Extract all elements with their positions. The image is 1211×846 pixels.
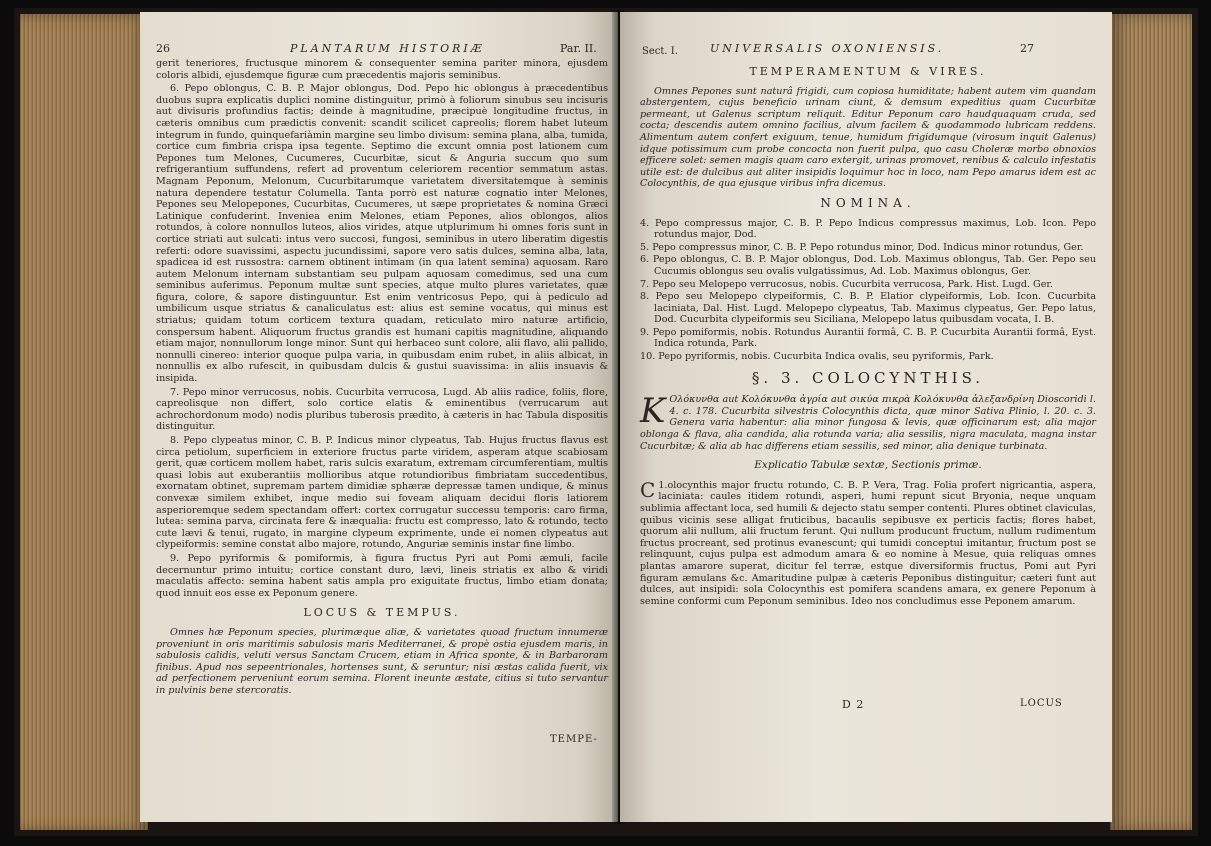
explicatio-text: olocynthis major fructu rotundo, C. B. P. Vera, Trag. Folia profert nigricantia, aspera, laciniata: caules itidem rotundi, asperi, humi repunt sicut Bryonia, neque unquam sublimia affectant loca, sed humili & dejecto statu semper contenti. Plures obtinet claviculas, quibus vicinis sese alligat fruticibus, bacaulis sepibusve ex perticis factis; flores habet, quorum alii nullum, alii fructum ferunt. Qui nullum producunt fructum, nullum rudimentum fructus procreant, sed protinus evanescunt; qui tumidi conceptui imitantur, fructum post se relinquunt, cujus pulpa est admodum amara & eo nomine à Mesue, quia reliquas omnes plantas amarore superat, dicitur fel terræ, estque diversiformis fructus, Pomi aut Pyri figuram æmulans &c. Amaritudine pulpæ à cæteris Peponibus distinguitur; cæteri funt aut dulces, aut insipidi: sola Colocynthis est pomifera scandens amara, ex genere Peponum à semine conformi cum Peponum seminibus. Ideo nos concludimus esse Peponem amarum. [640, 479, 1096, 607]
right-page-body [640, 64, 1096, 609]
colocynthis-intro-text: Ολόκυνθα aut Κολόκυνθα ἀγρία aut σικύα πικρὰ Κολόκυνθα ἀλεξανδρίνη Dioscoridi l. 4. c. 178. Cucurbita silvestris Colocynthis dicta, quæ minor Sativa Plinio, l. 20. c. 3. Genera varia habentur: alia minor fungosa & levis, quæ officinarum est; alia major oblonga & flava, alia candida, alia rotunda varia; alia sessilis, nigra maculata, magna instar Cucurbitæ; & alia ab hac differens etiam sessilis, sed minor, alia denique turbinata. [640, 394, 1096, 452]
running-head-right: UNIVERSALIS OXONIENSIS. [710, 42, 945, 55]
locus-tempus-heading: LOCUS & TEMPUS. [303, 606, 461, 620]
explicatio-number: 1. [658, 479, 668, 491]
explicatio-dropcap: C [640, 477, 656, 502]
paragraph-pepo-clypeatus: 8. Pepo clypeatus minor, C. B. P. Indicus minor clypeatus, Tab. Hujus fructus flavus est circa petiolum, superficiem in exteriore fructus parte viridem, asperam atque scabiosam gerit, quæ corticem mollem habet, raris sulcis exaratum, extremam circumferentiam, multis quasi lobis aut exuberantiis mollioribus atque rotundioribus fimbriatam succedentibus, exornatam obtinet, supremam partem dimidiæ sphæræ depressæ tamen undique, & minus convexæ similem exhibet, inque medio sui foveam aliquam decidui floris latiorem asperioremque sedem spectandam offert: cortex corrugatur successu temporis: caro firma, lutea: semina parva, circinata fere & inæqualia: fructu est compresso, lato & rotundo, tecto cute lævi & tenui, rugato, in margine clypeum exprimente, unde ei nomen clypeatus aut clypeiformis: semine constat albo majore, rotundo, Anguriæ seminis instar fine limbo. [156, 435, 608, 551]
paragraph-pepo-oblongus: 6. Pepo oblongus, C. B. P. Major oblongus, Dod. Pepo hic oblongus à præcedentibus duobus supra explicatis duplici nomine distinguitur, primò à foliorum sinubus seu incisuris aut divisuris profundius factis; deinde à magnitudine, præcipuè longitudine fructus, in cæteris omnibus cum prædictis convenit: scandit scilicet capreolis; florem habet luteum integrum in fundo, quinquefariàmin margine seu limbo divisum: semina plana, alba, tumida, cortice cum fimbria crispa ipsa tegente. Septimo die excunt omnia post lationem cum Pepones tum Melones, Cucumeres, Cucurbitæ, sicut & Anguria succum quo sum refrigerantium suffundens, refert ad proventum celeriorem recentior semmatum astas. Magnam Peponum, Melonum, Cucurbitarumque varietatem diversitatemque à seminis natura dependere testatur Columella. Tanta porrò est naturæ cognatio inter Melones, Pepones seu Melopepones, Cucurbitas, Cucumeres, ut sæpe proprietates & nomina Græci Latinique confuderint. Inveniea enim Melones, etiam Pepones, alios oblongos, alios rotundos, à colore nonnullos luteos, alios virides, atque utplurimum hi omnes foris sunt in cortice striati aut sulcati: intus vero succosi, fungosi, seminibus in utero liberatim digestis referti: odore suavissimi, aspectu jucundissimi, sapore vero satis dulces, semina alba, lata, spadicea id est russostra: carnem obtinent intimam (in qua latent semina) aquosam. Raro autem Melonum internam substantiam seu pulpam aquosam comedimus, sed una cum seminibus auferimus. Peponum multæ sunt species, atque multo plures varietates, quæ figura, colore, & sapore distinguuntur. Est enim ventricosus Pepo, qui à pediculo ad umbilicum usque striatus & canaliculatus est: alius est semine vocatus, qui minus est striatus; quidam totum corticem textura quadam, reticulato miro naturæ artificio, conspersum habent. Aliquorum fructus grandis est humani capitis magnitudine, aliquando etiam major, nonnullorum longe minor. Sunt qui herbaceo sunt colore, alii flavo, alii pallido, nonnulli cinereo: interior quoque pulpa varia, in quibusdam enim rubet, in aliis albicat, in nonnullis ex albo rufescit, in quibusdam dulcis & gustui suavissima: in aliis insuavis & insipida. [156, 83, 608, 385]
colocynthis-intro-paragraph [640, 391, 1096, 452]
page-number-right: 27 [1020, 42, 1034, 55]
locus-tempus-text: Omnes hæ Peponum species, plurimæque aliæ, & varietates quoad fructum innumeræ proveniunt in oris maritimis sabulosis maris Mediterranei, & propè ostia ejusdem maris, in sabulosis calidis, veluti versus Sanctam Crucem, etiam in Africa sponte, & in Barbaroram finibus. Apud nos sepeentrionales, hortenses sunt, & seruntur; nisi æstas calida fuerit, vix ad perfectionem perveniunt eorum semina. Florent ineunte æstate, citius si tuto servantur in pulvinis bene stercoratis. [156, 626, 608, 696]
nomina-item-9: 9. Pepo pomiformis, nobis. Rotundus Aurantii formâ, C. B. P. Cucurbita Aurantii formâ, Eyst. Indica rotunda, Park. [640, 326, 1096, 350]
nomina-item-4: 4. Pepo compressus major, C. B. P. Pepo Indicus compressus maximus, Lob. Icon. Pepo rotundus major, Dod. [640, 217, 1096, 241]
catchword-right: LOCUS [1020, 698, 1063, 709]
explicatio-heading: Explicatio Tabulæ sextæ, Sectionis primæ. [754, 459, 982, 472]
nomina-item-10: 10. Pepo pyriformis, nobis. Cucurbita Indica ovalis, seu pyriformis, Park. [640, 351, 994, 363]
page-number-left: 26 [156, 42, 170, 55]
nomina-heading: NOMINA. [820, 195, 916, 210]
right-page [620, 12, 1112, 822]
nomina-item-6: 6. Pepo oblongus, C. B. P. Major oblongus, Dod. Lob. Maximus oblongus, Tab. Ger. Pepo seu Cucumis oblongus seu ovalis vulgatissimus, Ad. Lob. Maximus oblongus, Ger. [640, 254, 1096, 277]
nomina-item-8: 8. Pepo seu Melopepo clypeiformis, C. B. P. Elatior clypeiformis, Lob. Icon. Cucurbita laciniata, Dal. Hist. Lugd. Melopepo clypeatus, Tab. Maximus clypeatus, Ger. Pepo latus, Dod. Cucurbita clypeiformis seu Siciliana, Melopepo latus quibusdam vocata, I. B. [640, 291, 1096, 326]
temperamentum-heading: TEMPERAMENTUM & VIRES. [749, 65, 987, 78]
explicatio-paragraph [640, 477, 1096, 608]
colocynthis-dropcap: K [640, 391, 666, 432]
running-head-left: PLANTARUM HISTORIÆ [290, 42, 485, 55]
temperamentum-text: Omnes Pepones sunt naturâ frigidi, cum copiosa humiditate; habent autem vim quandam abstergentem, cujus beneficio urinam ciunt, & demsum expeditius quam Cucurbitæ permeant, ut Galenus scriptum reliquit. Editur Peponum caro haudquaquam cruda, sed cocta; descendis autem omnino facilius, alvum facilem & quodammodo lubricam reddens. Alimentum autem confert exiguum, tenue, humidum frigidumque (virosum inquit Galenus) idque potissimum cum probe concocta non fuerit pulpa, quo casu Choleræ morbo obnoxios efficere solet: semen magis quam caro extergit, urinas promovet, renibus & calculo infestatis utile est: de dulcibus aut aliter insipidis loquimur hoc in loco, nam Pepo amarus idem est ac Colocynthis, de qua ejusque viribus infra dicemus. [640, 85, 1096, 190]
paragraph-pepo-verrucosus: 7. Pepo minor verrucosus, nobis. Cucurbita verrucosa, Lugd. Ab aliis radice, foliis, flore, capreolisque non differt, solo cortice elatis & eminentibus (verrucarum aut achrochordonum modo) nodis pluribus tuberosis prædito, à cæteris in hac Tabula dispositis distinguitur. [156, 386, 608, 433]
part-label: Par. II. [560, 42, 597, 55]
section-label: Sect. I. [642, 46, 678, 57]
paragraph-pepo-pyriformis: 9. Pepo pyriformis & pomiformis, à figura fructus Pyri aut Pomi æmuli, facile decernuntur primo intuitu; cortice constant duro, lævi, lineis striatis ex albo & viridi maculatis affecto: semina habent satis ampla pro exiguitate fructus, limbo etiam donata; quod innuit eos esse ex Peponum genere. [156, 552, 608, 599]
signature-mark: D 2 [842, 698, 865, 711]
left-page [140, 12, 618, 822]
left-fore-edge [20, 14, 148, 830]
nomina-item-7: 7. Pepo seu Melopepo verrucosus, nobis. Cucurbita verrucosa, Park. Hist. Lugd. Ger. [640, 278, 1053, 290]
right-fore-edge [1110, 14, 1192, 830]
catchword-left: TEMPE- [550, 734, 598, 745]
left-page-body [156, 58, 608, 698]
colocynthis-heading: §. 3. COLOCYNTHIS. [751, 368, 985, 387]
nomina-item-5: 5. Pepo compressus minor, C. B. P. Pepo rotundus minor, Dod. Indicus minor rotundus, Ger. [640, 241, 1084, 253]
paragraph-continuation: gerit teneriores, fructusque minorem & consequenter semina pariter minora, ejusdem coloris albidi, ejusdemque figuræ cum præcedentis majoris seminibus. [156, 58, 608, 81]
